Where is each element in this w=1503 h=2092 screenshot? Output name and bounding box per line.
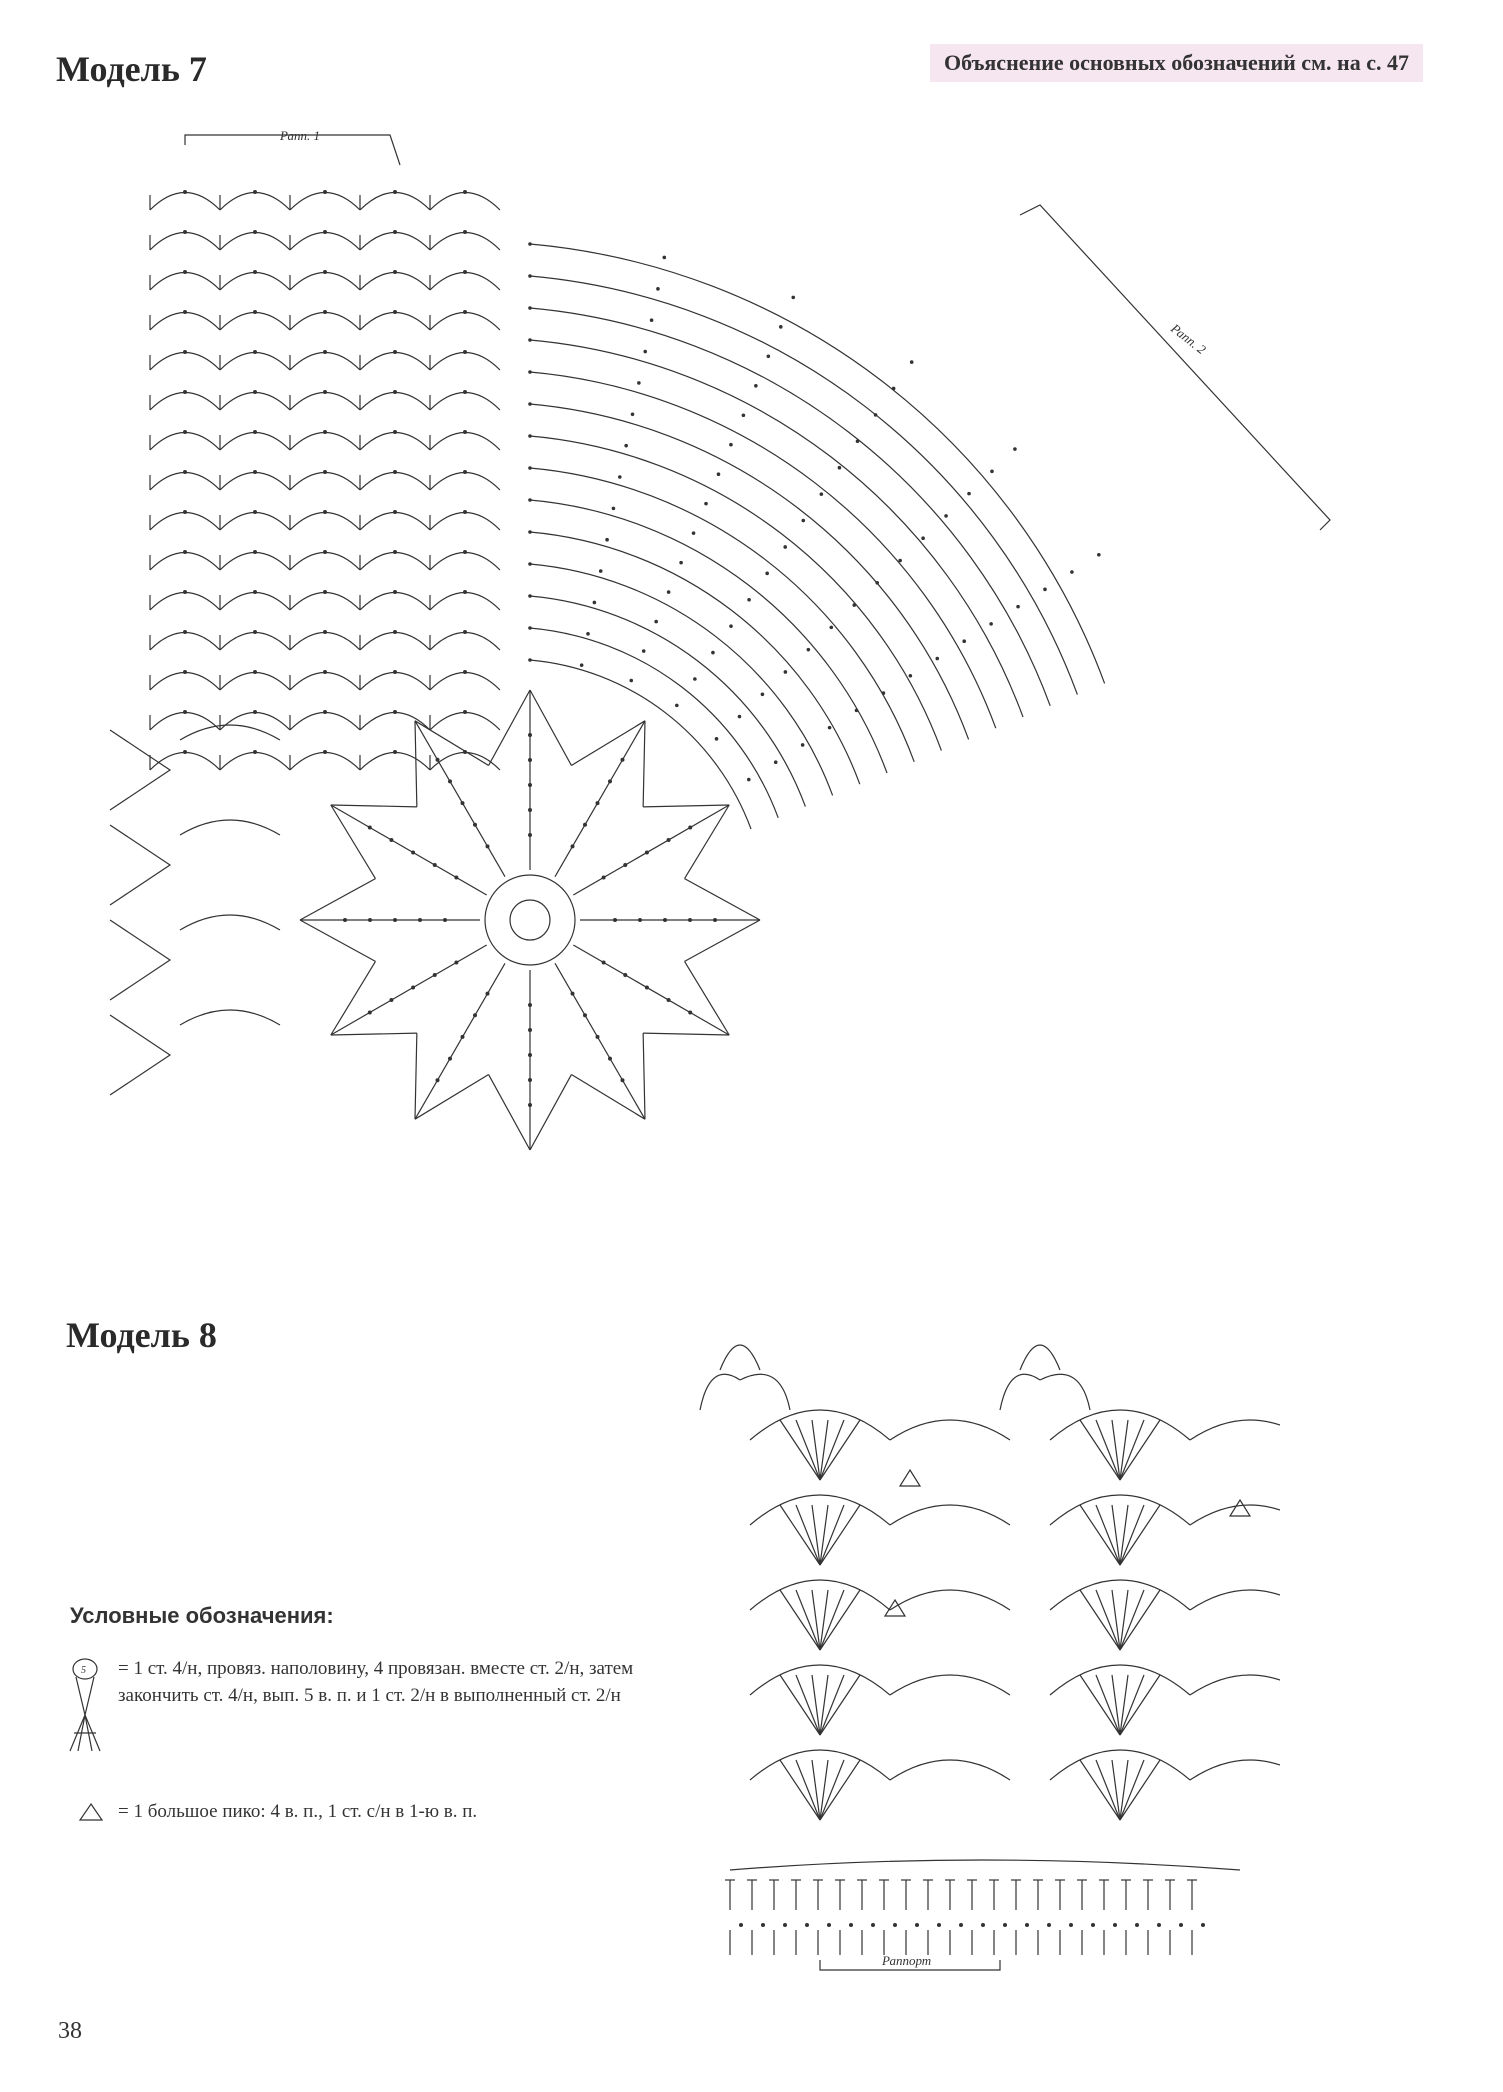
legend-item-picot: = 1 большое пико: 4 в. п., 1 ст. с/н в 1-ю в. п. xyxy=(118,1801,478,1822)
model-7-chart xyxy=(90,110,1470,1310)
model-7-title: Модель 7 xyxy=(56,49,207,89)
model-8-repeat-label: Раппорт xyxy=(882,1953,932,1968)
picot-triangle-symbol xyxy=(76,1800,106,1824)
legend-item-cluster: = 1 ст. 4/н, провяз. наполовину, 4 провязан. вместе ст. 2/н, затем закончить ст. 4/н, вып. 5 в. п. и 1 ст. 2/н в выполненный ст. 2/н xyxy=(118,1658,634,1706)
model-8-chart xyxy=(600,1310,1280,1990)
symbols-reference-note: Объяснение основных обозначений см. на с. 47 xyxy=(930,44,1423,82)
model-8-title: Модель 8 xyxy=(66,1315,217,1355)
svg-text:5: 5 xyxy=(81,1665,86,1676)
page-number: 38 xyxy=(58,2018,82,2044)
repeat-1-label: Рапп. 1 xyxy=(280,128,320,143)
legend-title: Условные обозначения: xyxy=(70,1603,334,1628)
cluster-stitch-symbol xyxy=(62,1655,108,1755)
repeat-2-label: Рапп. 2 xyxy=(1168,320,1209,357)
